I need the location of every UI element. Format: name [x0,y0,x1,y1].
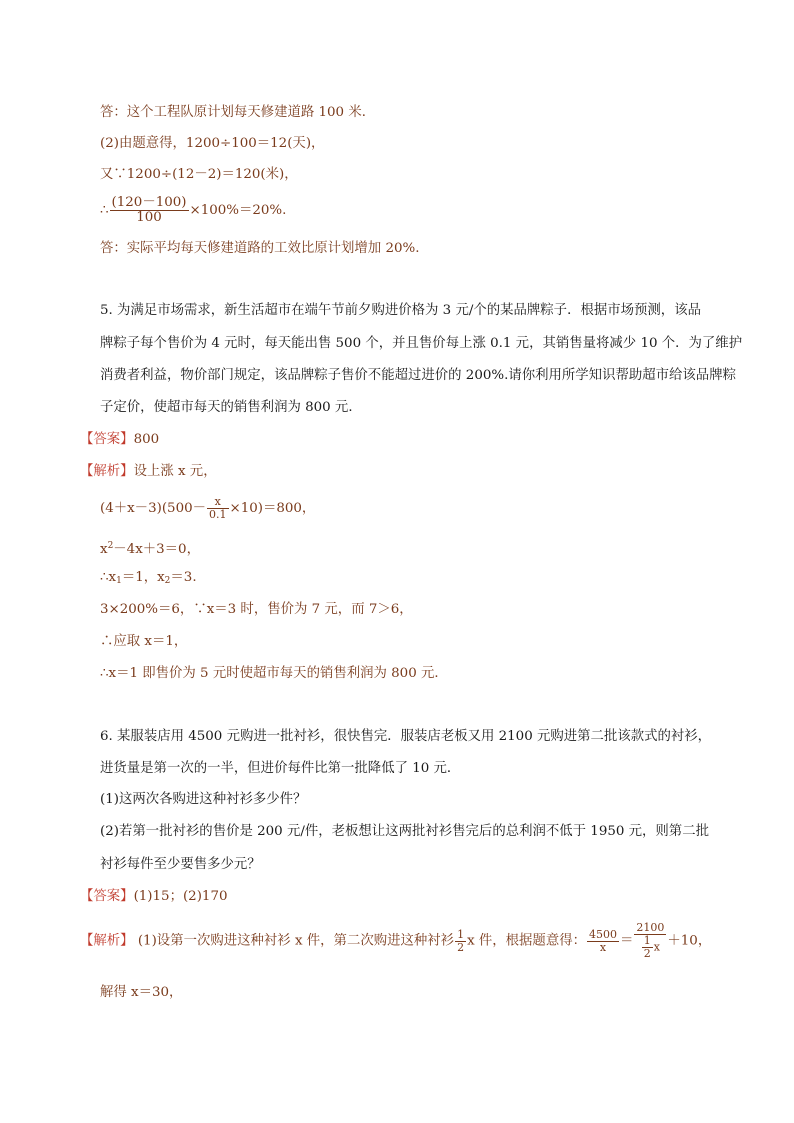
q5-stem-line-4: 子定价，使超市每天的销售利润为 800 元． [100,400,362,415]
fraction-numerator: x [207,496,229,509]
q6-analysis-line [80,922,711,960]
equation-fraction-1 [587,929,619,954]
equation-prefix: (4＋x－3)(500－ [100,501,206,516]
nested-denominator: 2 [643,947,651,960]
roots-part-b: ＝1，x [121,570,165,585]
therefore-symbol: ∴ [100,203,109,218]
q5-check-line: 3×200%＝6，∵x＝3 时，售价为 7 元，而 7＞6， [100,602,413,617]
analysis-text-b: x 件，根据题意得： [467,933,586,949]
fraction-suffix: ×100%＝20%. [189,203,287,218]
fraction-numerator: (120－100) [111,195,187,210]
equation-suffix: ×10)＝800， [229,501,316,516]
fraction-denominator: 100 [136,210,162,225]
q5-stem-line-1: 5. 为满足市场需求，新生活超市在端午节前夕购进价格为 3 元/个的某品牌粽子．根据市场预测，该品 [100,303,701,318]
q6-sub-question-1: (1)这两次各购进这种衬衫多少件？ [100,792,307,807]
q6-sub-question-2-line-1: (2)若第一批衬衫的售价是 200 元/件，老板想让这两批衬衫售完后的总利润不低于 1950 元，则第二批 [100,824,709,839]
analysis-text-a: (1)设第一次购进这种衬衫 x 件，第二次购进这种衬衫 [137,933,455,949]
q5-stem-line-2: 牌粽子每个售价为 4 元时，每天能出售 500 个，并且售价每上涨 0.1 元，其销售量将减少 10 个．为了维护 [100,336,743,351]
nested-variable: x [653,940,660,954]
analysis-text: 设上涨 x 元， [133,464,217,479]
fraction-denominator: x [599,940,607,954]
q4-answer-line: 答：这个工程队原计划每天修建道路 100 米． [100,105,376,120]
equals-sign: ＝ [620,933,634,949]
answer-value: 800 [133,432,160,447]
fraction-numerator: 2100 [636,921,665,934]
q6-stem-line-1: 6. 某服装店用 4500 元购进一批衬衫，很快售完．服装店老板又用 2100 元购进第二批该款式的衬衫， [100,729,712,744]
half-fraction [455,929,466,954]
quadratic-term: x [100,542,108,557]
q5-equation-line [100,496,315,521]
subscript-1: 1 [116,576,122,586]
q5-final-line: ∴x＝1 即售价为 5 元时使超市每天的销售利润为 800 元． [100,666,448,681]
roots-part-a: ∴x [100,570,117,585]
q6-sub-question-2-line-2: 衬衫每件至少要售多少元？ [100,857,261,872]
answer-tag: 【答案】 [80,432,134,447]
answer-value: (1)15；(2)170 [133,889,228,904]
q6-solve-line: 解得 x＝30， [100,985,183,1000]
q5-answer-line [80,431,159,449]
roots-part-c: ＝3. [170,570,197,585]
quadratic-rest: －4x＋3＝0， [113,542,200,557]
plus-ten: ＋10， [667,933,712,949]
nested-numerator: 1 [643,934,651,947]
fraction-numerator: 1 [457,927,465,941]
fraction-denominator: 0.1 [209,508,227,521]
q6-stem-line-2: 进货量是第一次的一半，但进价每件比第一批降低了 10 元． [100,761,461,776]
q4-because-line: 又∵1200÷(12－2)＝120(米)， [100,167,298,182]
exponent: 2 [107,541,114,551]
analysis-tag: 【解析】 [80,464,134,479]
equation-fraction [207,496,229,521]
nested-half-fraction [642,935,653,960]
analysis-tag: 【解析】 [80,933,134,949]
fraction-numerator: 4500 [589,927,617,941]
fraction-denominator [634,935,666,960]
q4-part2-line: (2)由题意得，1200÷100＝12(天)， [100,136,325,151]
q5-take-line: ∴应取 x＝1， [100,634,188,649]
q4-final-answer-line: 答：实际平均每天修建道路的工效比原计划增加 20%. [100,241,420,256]
subscript-2: 2 [164,576,171,586]
q5-stem-line-3: 消费者利益，物价部门规定，该品牌粽子售价不能超过进价的 200%.请你利用所学知识帮助超市给该品牌粽 [100,368,736,383]
percent-fraction [110,196,189,225]
q5-analysis-line [80,463,217,481]
answer-tag: 【答案】 [80,889,134,904]
q6-answer-line [80,888,228,906]
q4-fraction-line [100,196,286,225]
q5-quadratic-line [100,537,200,559]
fraction-denominator: 2 [457,940,465,954]
equation-fraction-2 [634,922,666,960]
q5-roots-line [100,569,197,590]
